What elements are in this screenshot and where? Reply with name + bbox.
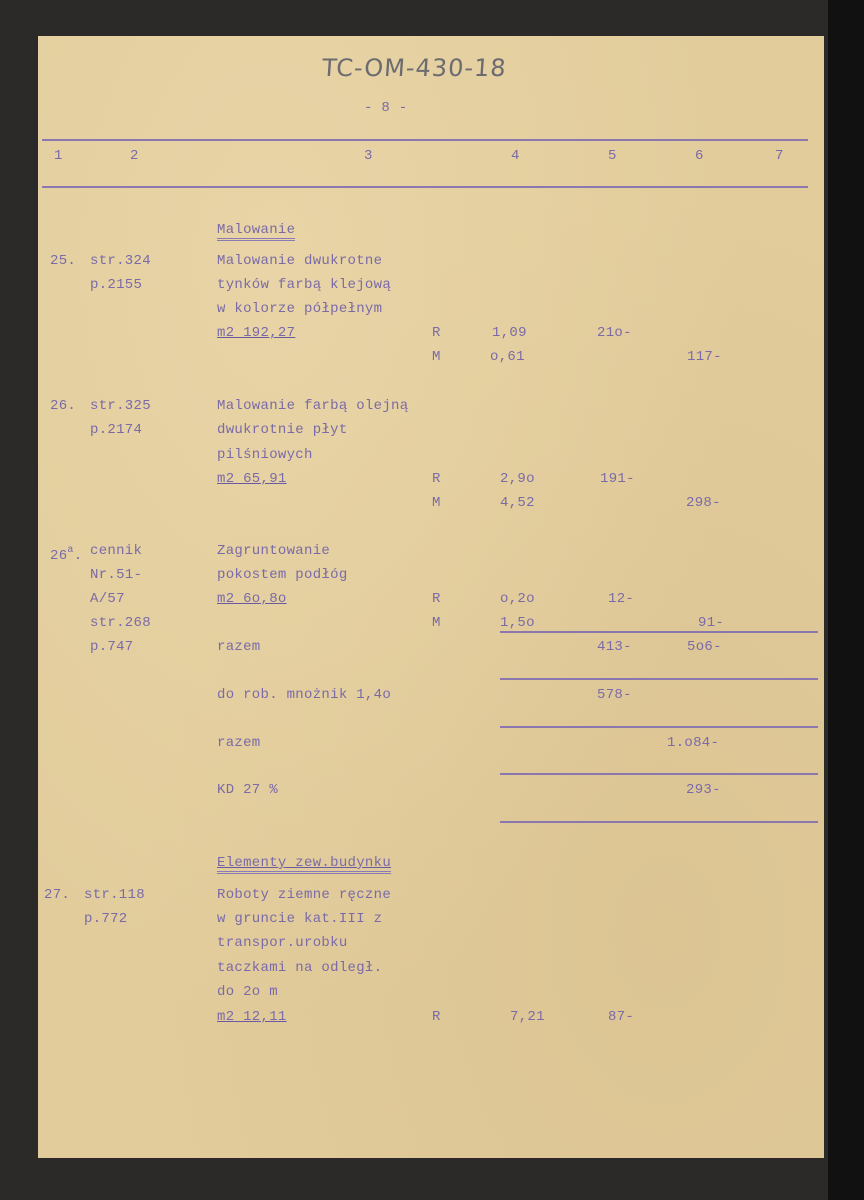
row-col5: 191- bbox=[600, 471, 635, 487]
entry-ref: str.268 bbox=[90, 615, 151, 631]
summary-col5: 578- bbox=[597, 687, 632, 703]
column-number: 7 bbox=[775, 148, 784, 164]
row-col6: 298- bbox=[686, 495, 721, 511]
column-number: 2 bbox=[130, 148, 139, 164]
section-heading: Malowanie bbox=[217, 222, 295, 241]
entry-number: 25. bbox=[50, 253, 77, 269]
row-col5: 21o- bbox=[597, 325, 632, 341]
column-number: 4 bbox=[511, 148, 520, 164]
entry-description: taczkami na odległ. bbox=[217, 960, 383, 976]
row-rate: o,2o bbox=[500, 591, 535, 607]
entry-ref: str.324 bbox=[90, 253, 151, 269]
entry-description: Zagruntowanie bbox=[217, 543, 331, 559]
entry-description: w kolorze półpełnym bbox=[217, 301, 383, 317]
entry-description: tynków farbą klejową bbox=[217, 277, 392, 293]
row-rate: 1,5o bbox=[500, 615, 535, 631]
entry-ref: str.118 bbox=[84, 887, 145, 903]
entry-ref: str.325 bbox=[90, 398, 151, 414]
entry-description: transpor.urobku bbox=[217, 935, 348, 951]
row-rate: 1,09 bbox=[492, 325, 527, 341]
row-rate: 2,9o bbox=[500, 471, 535, 487]
summary-col5: 413- bbox=[597, 639, 632, 655]
row-type: R bbox=[432, 325, 441, 341]
entry-ref: p.2174 bbox=[90, 422, 143, 438]
summary-label: razem bbox=[217, 735, 261, 751]
entry-description: Roboty ziemne ręczne bbox=[217, 887, 392, 903]
summary-col6: 293- bbox=[686, 782, 721, 798]
row-col6: 91- bbox=[698, 615, 725, 631]
row-type: R bbox=[432, 591, 441, 607]
header-rule-top bbox=[42, 139, 808, 141]
entry-number: 27. bbox=[44, 887, 71, 903]
document-page bbox=[38, 36, 824, 1158]
entry-number-sup: a bbox=[67, 545, 74, 556]
header-rule-bottom bbox=[42, 186, 808, 188]
sum-rule bbox=[500, 821, 818, 823]
row-rate: 7,21 bbox=[510, 1009, 545, 1025]
section-heading: Elementy zew.budynku bbox=[217, 855, 391, 874]
sum-rule bbox=[500, 726, 818, 728]
summary-col6: 5o6- bbox=[687, 639, 722, 655]
entry-number: 26. bbox=[50, 398, 77, 414]
entry-quantity: m2 6o,8o bbox=[217, 591, 287, 607]
row-rate: o,61 bbox=[490, 349, 525, 365]
summary-label: KD 27 % bbox=[217, 782, 278, 798]
column-number: 5 bbox=[608, 148, 617, 164]
entry-quantity: m2 65,91 bbox=[217, 471, 287, 487]
entry-number: 26$^a$. bbox=[50, 545, 83, 564]
entry-description: pokostem podłóg bbox=[217, 567, 348, 583]
sum-rule bbox=[500, 678, 818, 680]
entry-ref: p.747 bbox=[90, 639, 134, 655]
entry-description: w gruncie kat.III z bbox=[217, 911, 383, 927]
entry-quantity: m2 12,11 bbox=[217, 1009, 287, 1025]
row-rate: 4,52 bbox=[500, 495, 535, 511]
entry-description: Malowanie farbą olejną bbox=[217, 398, 409, 414]
entry-ref: p.2155 bbox=[90, 277, 143, 293]
row-col5: 87- bbox=[608, 1009, 635, 1025]
row-type: M bbox=[432, 349, 441, 365]
entry-description: Malowanie dwukrotne bbox=[217, 253, 383, 269]
row-type: R bbox=[432, 1009, 441, 1025]
entry-ref: cennik bbox=[90, 543, 143, 559]
row-col6: 117- bbox=[687, 349, 722, 365]
summary-label: razem bbox=[217, 639, 261, 655]
row-type: M bbox=[432, 495, 441, 511]
column-number: 6 bbox=[695, 148, 704, 164]
entry-ref: Nr.51- bbox=[90, 567, 143, 583]
handwritten-reference: TC-OM-430-18 bbox=[321, 54, 508, 82]
sum-rule bbox=[500, 631, 818, 633]
entry-description: pilśniowych bbox=[217, 447, 313, 463]
entry-description: dwukrotnie płyt bbox=[217, 422, 348, 438]
summary-label: do rob. mnożnik 1,4o bbox=[217, 687, 392, 703]
scan-edge bbox=[828, 0, 864, 1200]
column-number: 1 bbox=[54, 148, 63, 164]
entry-description: do 2o m bbox=[217, 984, 278, 1000]
entry-quantity: m2 192,27 bbox=[217, 325, 296, 341]
row-type: R bbox=[432, 471, 441, 487]
entry-ref: A/57 bbox=[90, 591, 125, 607]
row-type: M bbox=[432, 615, 441, 631]
page-number: - 8 - bbox=[364, 100, 408, 116]
column-number: 3 bbox=[364, 148, 373, 164]
summary-col6: 1.o84- bbox=[667, 735, 720, 751]
entry-ref: p.772 bbox=[84, 911, 128, 927]
sum-rule bbox=[500, 773, 818, 775]
entry-number-main: 26 bbox=[50, 548, 68, 564]
row-col5: 12- bbox=[608, 591, 635, 607]
